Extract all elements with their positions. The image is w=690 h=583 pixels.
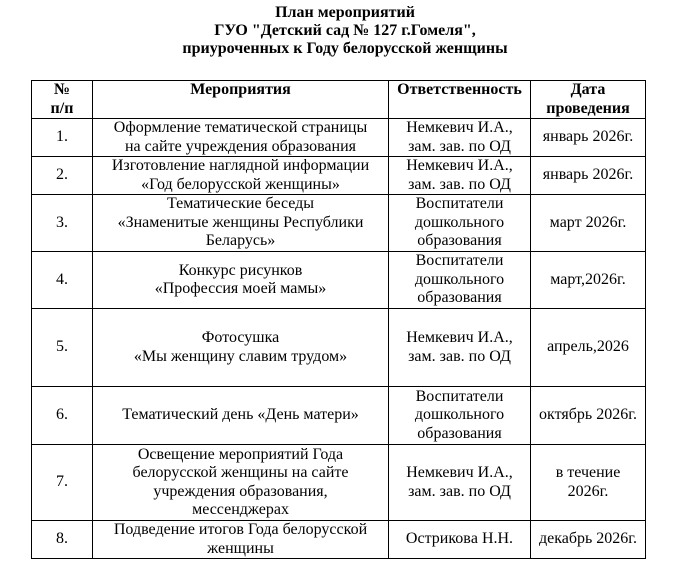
event-cell (93, 387, 389, 445)
event-cell-line: белорусской женщины на сайте (132, 464, 349, 481)
event-cell-line: Беларусь» (205, 232, 276, 250)
event-cell (93, 252, 389, 309)
table-header-row (32, 81, 646, 119)
responsible-cell-line: образования (417, 289, 502, 307)
responsible-cell-line: Воспитатели (415, 195, 504, 213)
table-row (32, 195, 646, 252)
date-cell-line: в течение (555, 464, 621, 481)
date-cell-line: 2026г. (567, 482, 609, 500)
row-number: 5. (32, 309, 93, 387)
row-number: 4. (32, 252, 93, 309)
header-responsible: Ответственность (389, 81, 531, 119)
header-event: Мероприятия (93, 81, 389, 119)
responsible-cell-line: образования (417, 232, 502, 250)
responsible-cell (389, 521, 531, 559)
row-number: 1. (32, 119, 93, 157)
table-row (32, 157, 646, 195)
responsible-cell-line: зам. зав. по ОД (408, 482, 511, 500)
date-cell (531, 119, 646, 157)
row-number: 7. (32, 445, 93, 521)
event-cell-line: мессенджерах (192, 501, 289, 518)
title-line-3: приуроченных к Году белорусской женщины (182, 40, 508, 57)
table-row (32, 521, 646, 559)
row-number: 2. (32, 157, 93, 195)
event-cell (93, 445, 389, 521)
header-number (32, 81, 93, 119)
event-cell-line: Оформление тематической страницы (113, 119, 368, 136)
date-cell-line: март,2026г. (550, 270, 626, 288)
event-cell-line: Тематические беседы (166, 195, 315, 213)
table-row (32, 252, 646, 309)
responsible-cell-line: Остриковa Н.Н. (405, 530, 514, 548)
date-cell-line: декабрь 2026г. (538, 530, 638, 548)
responsible-cell-line: зам. зав. по ОД (408, 137, 511, 155)
row-number: 3. (32, 195, 93, 252)
responsible-cell (389, 387, 531, 445)
responsible-cell-line: дошкольного (414, 213, 505, 231)
title-line-2: ГУО "Детский сад № 127 г.Гомеля", (214, 22, 476, 39)
responsible-cell-line: Немкевич И.А., (406, 157, 513, 174)
event-cell-line: Конкурс рисунков (178, 261, 303, 279)
header-date (531, 81, 646, 119)
date-cell-line: март 2026г. (549, 213, 627, 231)
responsible-cell-line: зам. зав. по ОД (408, 175, 511, 193)
title-line-1: План мероприятий (275, 4, 415, 21)
event-cell-line: на сайте учреждения образования (124, 137, 357, 155)
event-cell (93, 309, 389, 387)
event-cell (93, 119, 389, 157)
event-cell (93, 195, 389, 252)
responsible-cell-line: зам. зав. по ОД (408, 347, 511, 365)
date-cell-line: апрель,2026 (547, 338, 629, 356)
date-cell (531, 195, 646, 252)
document-title (0, 4, 690, 58)
table-row (32, 119, 646, 157)
responsible-cell-line: Воспитатели (415, 387, 504, 405)
responsible-cell (389, 119, 531, 157)
event-cell-line: учреждения образования, (153, 482, 328, 500)
date-cell (531, 309, 646, 387)
event-cell-line: Изготовление наглядной информации (111, 157, 370, 174)
responsible-cell (389, 195, 531, 252)
responsible-cell (389, 157, 531, 195)
event-cell-line: Освещение мероприятий Года (137, 445, 344, 463)
date-cell (531, 521, 646, 559)
responsible-cell-line: Воспитатели (415, 252, 504, 270)
responsible-cell-line: образования (417, 424, 502, 442)
responsible-cell (389, 445, 531, 521)
event-cell-line: «Год белорусской женщины» (141, 175, 340, 193)
responsible-cell (389, 309, 531, 387)
date-cell (531, 157, 646, 195)
table-body (32, 119, 646, 559)
date-cell (531, 387, 646, 445)
date-cell (531, 445, 646, 521)
event-cell-line: «Знаменитые женщины Республики (117, 213, 364, 231)
events-table (31, 80, 646, 559)
responsible-cell (389, 252, 531, 309)
table-row (32, 309, 646, 387)
header-date-line-1: Дата (570, 81, 606, 98)
responsible-cell-line: дошкольного (414, 406, 505, 424)
event-cell-line: «Профессия моей мамы» (154, 280, 327, 297)
header-number-line-1: № (53, 81, 71, 98)
date-cell (531, 252, 646, 309)
date-cell-line: январь 2026г. (542, 128, 634, 146)
responsible-cell-line: Немкевич И.А., (406, 464, 513, 481)
header-number-line-2: п/п (50, 99, 74, 117)
row-number: 8. (32, 521, 93, 559)
event-cell (93, 157, 389, 195)
event-cell-line: Фотосушка (201, 329, 280, 346)
event-cell (93, 521, 389, 559)
table-row (32, 387, 646, 445)
table-row (32, 445, 646, 521)
row-number: 6. (32, 387, 93, 445)
responsible-cell-line: дошкольного (414, 270, 505, 288)
header-date-line-2: проведения (546, 99, 630, 117)
date-cell-line: октябрь 2026г. (539, 406, 637, 424)
responsible-cell-line: Немкевич И.А., (406, 119, 513, 136)
responsible-cell-line: Немкевич И.А., (406, 329, 513, 346)
date-cell-line: январь 2026г. (542, 166, 634, 184)
event-cell-line: женщины (207, 539, 274, 557)
event-cell-line: Тематический день «День матери» (122, 406, 359, 424)
event-cell-line: «Мы женщину славим трудом» (133, 347, 348, 365)
event-cell-line: Подведение итогов Года белорусской (113, 521, 368, 538)
